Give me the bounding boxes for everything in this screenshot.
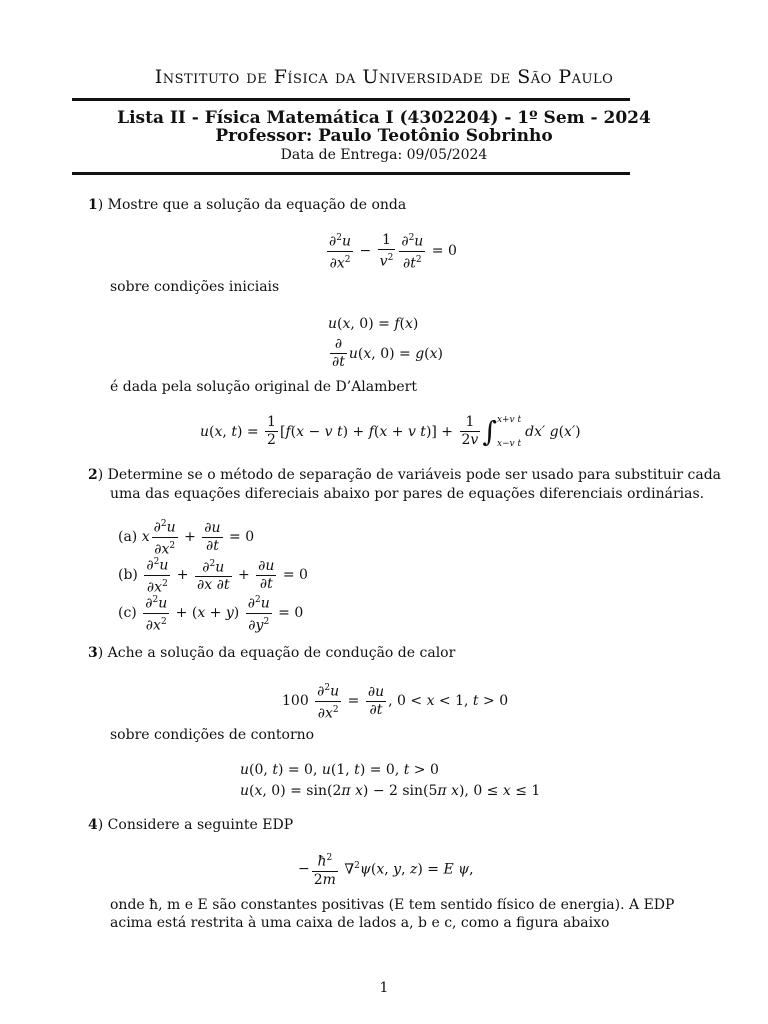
header-top-rule (72, 98, 630, 101)
header-bottom-rule (72, 172, 630, 175)
problem-1-conditions-text: sobre condições iniciais (110, 279, 280, 295)
initial-condition-1: u(x, 0) = f(x) (328, 316, 419, 332)
initial-condition-2: $\frac{\partial}{\partial t}$ u(x, 0) = g(x) (332, 336, 444, 370)
institution-title: Instituto de Física da Universidade de São Paulo (154, 66, 614, 88)
problem-3-intro: 3) Ache a solução da equação de condução de calor (88, 645, 456, 661)
heat-equation: 100 $\frac{\partial^2u}{\partial x^2}$ = $\frac{\partial u}{\partial t}$ , 0 < x < 1, t > 0 (282, 680, 508, 722)
page-number: 1 (379, 980, 389, 996)
wave-equation: $\frac{\partial^2u}{\partial x^2}$ − $\frac{1}{v^2}$ $\frac{\partial^2u}{\partial t^2}$ = 0 (329, 231, 457, 272)
problem-3-conditions-text: sobre condições de contorno (110, 727, 315, 743)
problem-4-intro: 4) Considere a seguinte EDP (88, 817, 294, 833)
problem-2-text-line2: uma das equações difereciais abaixo por pares de equações diferenciais ordinárias. (110, 486, 705, 502)
boundary-condition-2: u(x, 0) = sin(2π x) − 2 sin(5π x), 0 ≤ x ≤ 1 (240, 783, 541, 799)
problem-1-solution-text: é dada pela solução original de D’Alambert (110, 379, 417, 395)
equation-2a: (a) x $\frac{\partial^2u}{\partial x^2}$ + $\frac{\partial u}{\partial t}$ = 0 (118, 516, 254, 558)
equation-2b: (b) $\frac{\partial^2u}{\partial x^2}$ + $\frac{\partial^2u}{\partial x \partial t}$ + $\frac{\partial u}{\partial t}$ = 0 (118, 554, 308, 596)
boundary-condition-1: u(0, t) = 0, u(1, t) = 0, t > 0 (240, 762, 439, 778)
professor-line: Professor: Paulo Teotônio Sobrinho (215, 126, 553, 146)
due-date: Data de Entrega: 09/05/2024 (280, 147, 488, 163)
problem-4-text-line2: acima está restrita à uma caixa de lados a, b e c, como a figura abaixo (110, 915, 610, 931)
equation-2c: (c) $\frac{\partial^2u}{\partial x^2}$ + (x + y) $\frac{\partial^2u}{\partial y^2}$ = 0 (118, 592, 303, 634)
dalembert-solution: u(x, t) = $\frac{1}{2}$ [f(x − v t) + f(x + v t)] + $\frac{1}{2v}$ ∫ x+v t x−v t dx′ g(x′) (200, 414, 581, 449)
schrodinger-equation: − $\frac{ħ^2}{2m}$ ∇$^2$ψ(x, y, z) = E ψ, (298, 850, 474, 889)
problem-2-text-line1: 2) Determine se o método de separação de variáveis pode ser usado para substituir cada (88, 467, 721, 483)
problem-1-intro: 1) Mostre que a solução da equação de onda (88, 197, 407, 213)
course-title: Lista II - Física Matemática I (4302204) - 1º Sem - 2024 (117, 108, 651, 128)
problem-4-text-line1: onde ħ, m e E são constantes positivas (E tem sentido físico de energia). A EDP (110, 897, 675, 913)
